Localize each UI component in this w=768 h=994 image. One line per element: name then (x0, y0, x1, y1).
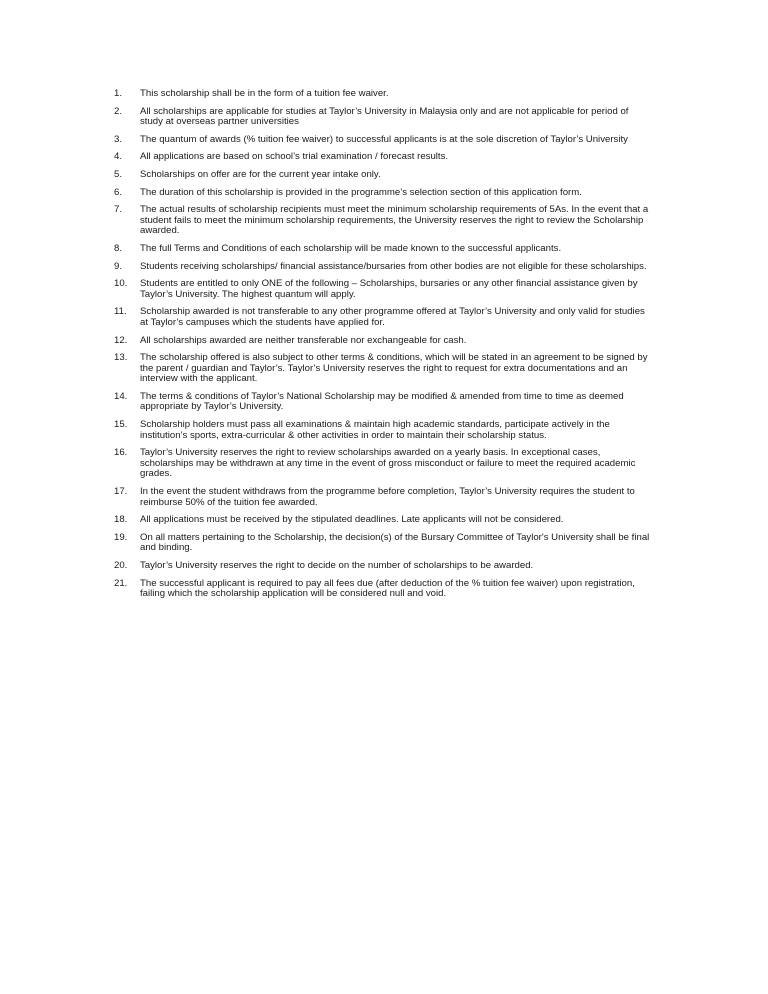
term-text: All scholarships awarded are neither transferable nor exchangeable for cash. (140, 334, 467, 346)
term-item (114, 515, 654, 526)
term-number: 20. (114, 560, 128, 571)
term-item (114, 353, 654, 385)
term-text: The duration of this scholarship is provided in the programme’s selection section of this application form. (140, 186, 582, 198)
term-number: 18. (114, 514, 128, 526)
term-number: 3. (114, 133, 123, 145)
term-text: All applications must be received by the stipulated deadlines. Late applicants will not be considered. (140, 514, 564, 526)
term-text: This scholarship shall be in the form of a tuition fee waiver. (140, 88, 389, 99)
term-text: Scholarships on offer are for the current year intake only. (140, 168, 381, 180)
term-number: 12. (114, 334, 128, 346)
term-text: Taylor’s University reserves the right to review scholarships awarded on a yearly basis. In exceptional cases, scholarships may be withdrawn at any time in the event of gross misconduct or failure to meet the required academic grades. (140, 447, 636, 480)
term-item (114, 107, 654, 128)
term-text: The scholarship offered is also subject to other terms & conditions, which will be stated in an agreement to be signed by the parent / guardian and Taylor’s. Taylor’s University reserves the right to request for extra documentations and an interview with the applicant. (140, 352, 648, 385)
term-text: The successful applicant is required to pay all fees due (after deduction of the % tuition fee waiver) upon registration, failing which the scholarship application will be considered null and void. (140, 577, 635, 600)
term-text: The quantum of awards (% tuition fee waiver) to successful applicants is at the sole discretion of Taylor’s University (140, 133, 628, 145)
term-number: 7. (114, 204, 123, 216)
term-item (114, 448, 654, 480)
term-number: 11. (114, 306, 127, 318)
term-number: 15. (114, 419, 128, 431)
term-number: 1. (114, 88, 123, 99)
term-item (114, 244, 654, 255)
term-item (114, 561, 654, 572)
term-item (114, 152, 654, 163)
term-number: 2. (114, 105, 123, 117)
term-number: 21. (114, 577, 128, 589)
term-number: 5. (114, 168, 123, 180)
term-number: 13. (114, 352, 128, 364)
term-item (114, 420, 654, 441)
term-text: On all matters pertaining to the Scholarship, the decision(s) of the Bursary Committee of Taylor's University shall be final and binding. (140, 531, 650, 554)
term-number: 8. (114, 242, 123, 254)
term-text: Students receiving scholarships/ financial assistance/bursaries from other bodies are not eligible for these scholarships. (140, 260, 647, 272)
term-number: 10. (114, 278, 128, 290)
term-item (114, 89, 654, 100)
term-item (114, 487, 654, 508)
term-text: Taylor’s University reserves the right to decide on the number of scholarships to be awarded. (140, 560, 534, 571)
term-number: 9. (114, 260, 123, 272)
term-item (114, 170, 654, 181)
term-item (114, 336, 654, 347)
term-text: In the event the student withdraws from the programme before completion, Taylor’s University requires the student to reimburse 50% of the tuition fee awarded. (140, 486, 635, 508)
term-number: 14. (114, 390, 128, 402)
term-item (114, 279, 654, 300)
term-number: 19. (114, 531, 128, 543)
term-item (114, 392, 654, 413)
term-text: All scholarships are applicable for studies at Taylor’s University in Malaysia only and are not applicable for period of study at overseas partner universities (140, 105, 629, 128)
term-text: The full Terms and Conditions of each scholarship will be made known to the successful applicants. (140, 242, 562, 254)
term-number: 16. (114, 447, 128, 459)
term-text: Students are entitled to only ONE of the following – Scholarships, bursaries or any other financial assistance given by Taylor’s University. The highest quantum will apply. (140, 278, 638, 300)
term-item (114, 135, 654, 146)
term-item (114, 533, 654, 554)
terms-list (114, 89, 654, 607)
term-item (114, 262, 654, 273)
term-number: 6. (114, 186, 123, 198)
term-item (114, 579, 654, 600)
term-number: 17. (114, 486, 128, 498)
term-text: Scholarship holders must pass all examinations & maintain high academic standards, participate actively in the institution’s sports, extra-curricular & other activities in order to maintain their scholarship status. (140, 419, 610, 441)
term-item (114, 188, 654, 199)
term-item (114, 307, 654, 328)
term-text: The actual results of scholarship recipients must meet the minimum scholarship requirements of 5As. In the event that a student fails to meet the minimum scholarship requirements, the University reserves the right to review the Scholarship awarded. (140, 204, 649, 237)
term-text: Scholarship awarded is not transferable to any other programme offered at Taylor’s University and only valid for studies at Taylor’s campuses which the students have applied for. (140, 306, 645, 328)
term-text: All applications are based on school’s trial examination / forecast results. (140, 151, 449, 163)
term-number: 4. (114, 151, 123, 163)
term-text: The terms & conditions of Taylor’s National Scholarship may be modified & amended from time to time as deemed appropriate by Taylor’s University. (140, 390, 624, 413)
term-item (114, 205, 654, 237)
